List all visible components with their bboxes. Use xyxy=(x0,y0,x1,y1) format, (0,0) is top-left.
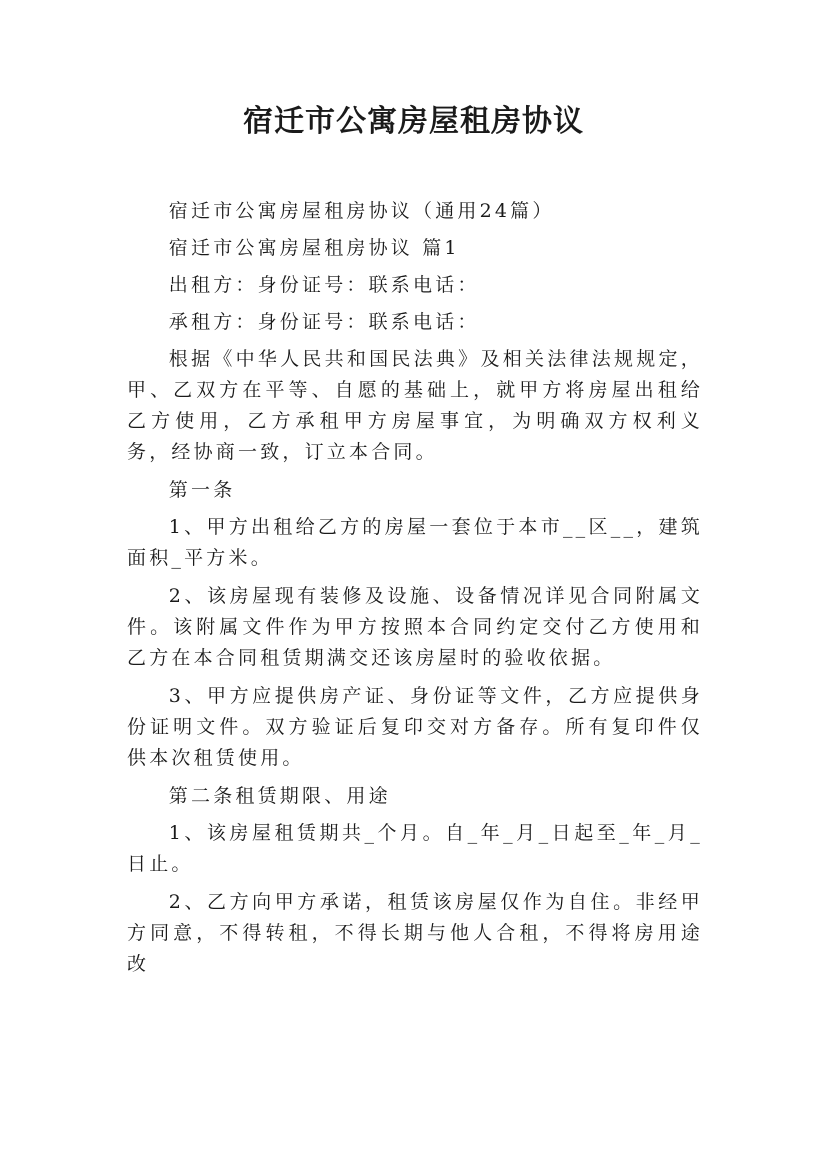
paragraph-article-2-heading: 第二条租赁期限、用途 xyxy=(168,785,391,807)
paragraph-article-2-clause-1: 1、该房屋租赁期共_个月。自_年_月_日起至_年_月_日止。 xyxy=(127,822,703,875)
paragraph-article-1-clause-2: 2、该房屋现有装修及设施、设备情况详见合同附属文件。该附属文件作为甲方按照本合同约定交付乙方使用和乙方在本合同租赁期满交还该房屋时的验收依据。 xyxy=(127,585,703,669)
paragraph-article-1-clause-1: 1、甲方出租给乙方的房屋一套位于本市__区__，建筑面积_平方米。 xyxy=(127,516,703,569)
document-title: 宿迁市公寓房屋租房协议 xyxy=(243,104,584,139)
paragraph-subtitle: 宿迁市公寓房屋租房协议（通用24篇） xyxy=(168,200,555,222)
paragraph-article-1-clause-3: 3、甲方应提供房产证、身份证等文件，乙方应提供身份证明文件。双方验证后复印交对方备存。所有复印件仅供本次租赁使用。 xyxy=(127,685,703,769)
paragraph-preamble: 根据《中华人民共和国民法典》及相关法律法规规定，甲、乙双方在平等、自愿的基础上，就甲方将房屋出租给乙方使用，乙方承租甲方房屋事宜，为明确双方权利义务，经协商一致，订立本合同。 xyxy=(127,348,703,463)
paragraph-lessor: 出租方：身份证号：联系电话： xyxy=(168,274,480,296)
paragraph-section-heading: 宿迁市公寓房屋租房协议 篇1 xyxy=(168,237,460,259)
paragraph-lessee: 承租方：身份证号：联系电话： xyxy=(168,311,480,333)
document-body xyxy=(127,196,703,987)
paragraph-article-2-clause-2: 2、乙方向甲方承诺，租赁该房屋仅作为自住。非经甲方同意，不得转租，不得长期与他人合租，不得将房用途改 xyxy=(127,891,703,975)
paragraph-article-1-heading: 第一条 xyxy=(168,479,236,501)
